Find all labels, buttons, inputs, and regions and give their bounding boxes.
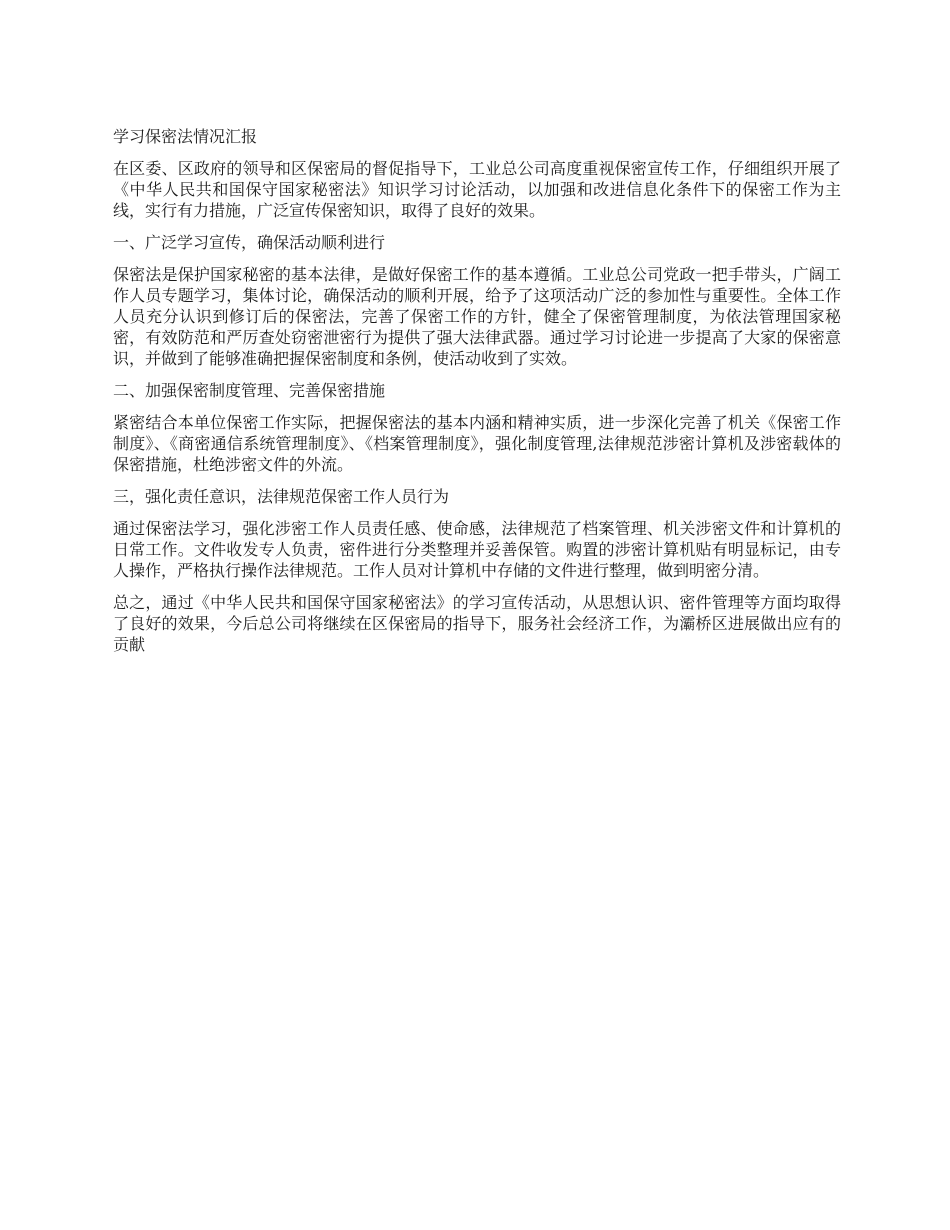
section-heading-3: 三，强化责任意识，法律规范保密工作人员行为	[113, 487, 450, 506]
document-title: 学习保密法情况汇报	[113, 127, 258, 146]
document-content	[113, 126, 841, 666]
section-heading-2: 二、加强保密制度管理、完善保密措施	[113, 381, 386, 400]
section-body-2: 紧密结合本单位保密工作实际，把握保密法的基本内涵和精神实质，进一步深化完善了机关《保密工作制度》、《商密通信系统管理制度》、《档案管理制度》，强化制度管理,法律规范涉密计算机及涉密载体的保密措施，杜绝涉密文件的外流。	[113, 413, 841, 474]
intro-paragraph: 在区委、区政府的领导和区保密局的督促指导下，工业总公司高度重视保密宣传工作，仔细组织开展了《中华人民共和国保守国家秘密法》知识学习讨论活动，以加强和改进信息化条件下的保密工作为主线，实行有力措施，广泛宣传保密知识，取得了良好的效果。	[113, 159, 841, 220]
section-body-1: 保密法是保护国家秘密的基本法律，是做好保密工作的基本遵循。工业总公司党政一把手带头，广阔工作人员专题学习，集体讨论，确保活动的顺利开展，给予了这项活动广泛的参加性与重要性。全体工作人员充分认识到修订后的保密法，完善了保密工作的方针，健全了保密管理制度，为依法管理国家秘密，有效防范和严厉查处窃密泄密行为提供了强大法律武器。通过学习讨论进一步提高了大家的保密意识，并做到了能够准确把握保密制度和条例，使活动收到了实效。	[113, 265, 841, 368]
conclusion-paragraph: 总之，通过《中华人民共和国保守国家秘密法》的学习宣传活动，从思想认识、密件管理等方面均取得了良好的效果，今后总公司将继续在区保密局的指导下，服务社会经济工作，为灞桥区进展做出应有的贡献	[113, 593, 841, 654]
section-body-3: 通过保密法学习，强化涉密工作人员责任感、使命感，法律规范了档案管理、机关涉密文件和计算机的日常工作。文件收发专人负责，密件进行分类整理并妥善保管。购置的涉密计算机贴有明显标记，由专人操作，严格执行操作法律规范。工作人员对计算机中存储的文件进行整理，做到明密分清。	[113, 519, 841, 580]
section-heading-1: 一、广泛学习宣传，确保活动顺利进行	[113, 233, 386, 252]
